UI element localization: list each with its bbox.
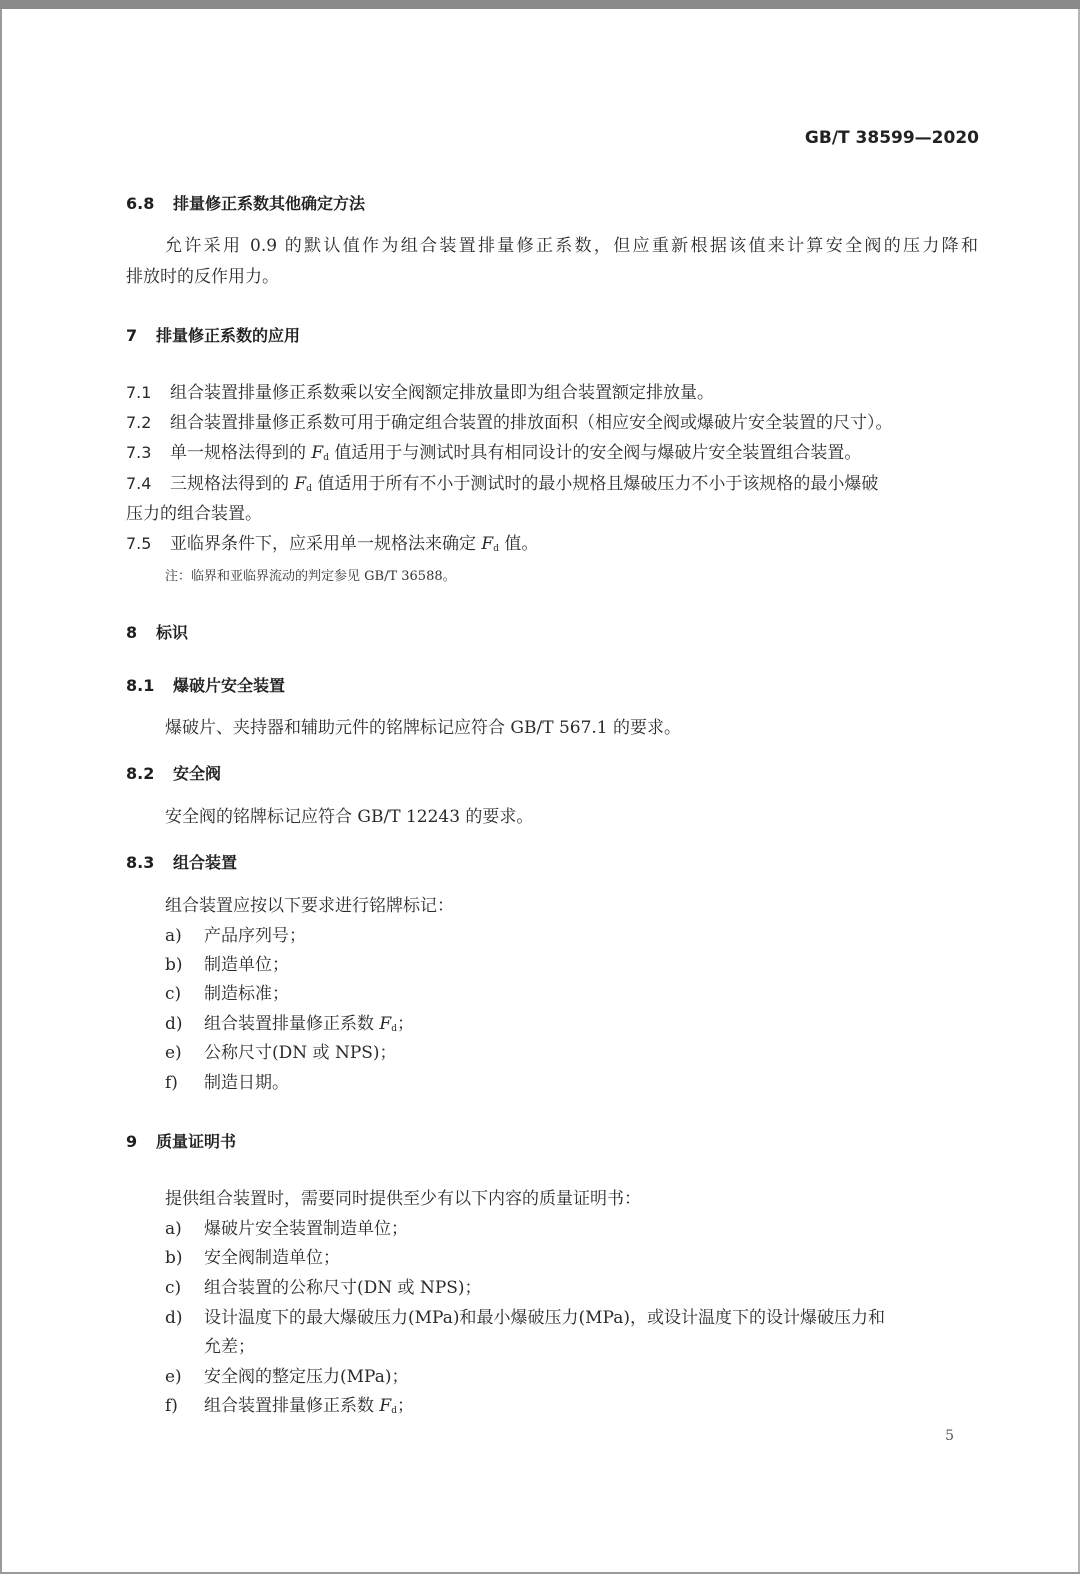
paragraph-line: 排放时的反作用力。 [126,267,279,287]
symbol-fd: F [311,443,324,463]
clause-text: 三规格法得到的 $F_d$ 值适用于所有不小于测试时的最小规格且爆破压力不小于该规格的最小爆破 [170,474,879,494]
clause-text: 组合装置排量修正系数可用于确定组合装置的排放面积（相应安全阀或爆破片安全装置的尺寸）。 [170,413,893,433]
paragraph-line: 组合装置应按以下要求进行铭牌标记： [165,896,454,916]
clause-continuation: 压力的组合装置。 [126,504,262,524]
section-title: 组合装置 [173,853,238,872]
section-number: 8.1 [126,676,155,695]
clause-text: 亚临界条件下，应采用单一规格法来确定 $F_d$ 值。 [170,534,539,554]
clause-number: 7.3 [126,443,152,462]
clause-text: 组合装置排量修正系数乘以安全阀额定排放量即为组合装置额定排放量。 [170,383,714,403]
clause-number: 7.2 [126,413,152,432]
section-title: 质量证明书 [156,1132,237,1151]
section-title: 排量修正系数的应用 [156,326,301,345]
section-title: 排量修正系数其他确定方法 [173,194,366,213]
section-number: 8.3 [126,853,155,872]
section-number: 6.8 [126,194,155,213]
standard-code: GB/T 38599—2020 [804,128,979,148]
symbol-fd: F [379,1396,392,1416]
section-number: 8.2 [126,764,155,783]
symbol-fd: F [481,534,494,554]
clause-number: 7.5 [126,534,152,553]
symbol-fd: F [294,474,307,494]
section-title: 标识 [156,623,189,642]
clause-text: 单一规格法得到的 $F_d$ 值适用于与测试时具有相同设计的安全阀与爆破片安全装置组合装置。 [170,443,862,463]
page-number: 5 [945,1428,954,1444]
list-item-continuation: 允差； [204,1337,255,1357]
section-number: 9 [126,1132,138,1151]
clause-number: 7.1 [126,383,152,402]
paragraph-line: 爆破片、夹持器和辅助元件的铭牌标记应符合 GB/T 567.1 的要求。 [165,718,682,738]
paragraph-line: 安全阀的铭牌标记应符合 GB/T 12243 的要求。 [165,807,534,827]
note: 注：临界和亚临界流动的判定参见 GB/T 36588。 [165,569,456,584]
left-border [0,9,2,1574]
section-title: 爆破片安全装置 [173,676,286,695]
paragraph-line: 提供组合装置时，需要同时提供至少有以下内容的质量证明书： [165,1189,641,1209]
section-number: 8 [126,623,138,642]
section-title: 安全阀 [173,764,222,783]
symbol-fd: F [379,1014,392,1034]
section-number: 7 [126,326,138,345]
paragraph-line: 允许采用 0.9 的默认值作为组合装置排量修正系数，但应重新根据该值来计算安全阀的压力降和 [165,236,978,256]
clause-number: 7.4 [126,474,152,493]
top-border [0,0,1080,9]
